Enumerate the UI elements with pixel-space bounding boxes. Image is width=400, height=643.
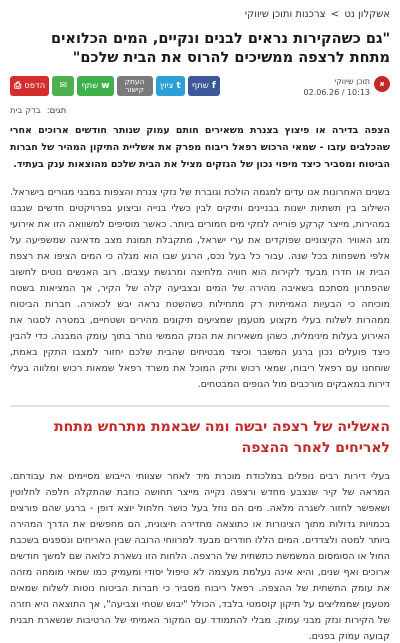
article-byline xyxy=(304,76,390,98)
email-icon: ✉ xyxy=(59,80,67,91)
section-divider xyxy=(10,405,390,407)
breadcrumb-item-category[interactable]: צרכנות ותוכן שיווקי xyxy=(244,9,326,20)
article-headline: "גם כשהקירות נראים לבנים ונקיים, המים הכלואים מתחת לרצפה ממשיכים להרוס את הבית שלכם" xyxy=(51,31,390,66)
source-logo-icon: א xyxy=(374,76,390,92)
article-meta-row xyxy=(10,76,390,98)
whatsapp-button-label: שתף xyxy=(81,80,99,91)
share-copy-link-button[interactable] xyxy=(117,76,153,96)
share-twitter-button[interactable] xyxy=(156,76,185,96)
share-email-button[interactable] xyxy=(52,76,74,96)
breadcrumb-separator: > xyxy=(330,9,340,20)
facebook-icon: f xyxy=(211,80,216,91)
print-button[interactable] xyxy=(10,76,49,96)
twitter-button-label: ציוץ xyxy=(159,80,174,91)
twitter-icon: t xyxy=(176,80,181,91)
article-source: תוכן שיווקי xyxy=(334,77,370,86)
print-button-label: הדפס xyxy=(24,80,46,91)
article-datetime: 10:13 / 02.06.26 xyxy=(303,88,370,97)
tags-label: תגים: xyxy=(46,106,67,116)
article-tags xyxy=(10,106,390,116)
print-icon: ⎙ xyxy=(14,80,22,91)
article-paragraph: בשנים האחרונות אנו עדים למגמה הולכת וגוברת של נזקי צנרת והצפות במבני מגורים בישראל. השילוב בין תשתיות ישנות בבניינים ותיקים לבין כשלי בנייה וביצוע בפרויקטים חדשים שנבנו במהירות, מייצר קרקע פורייה לנזקי מים חמורים ביותר. כאשר מוסיפים למשוואה הזו את אירועי מזג האוויר הקיצוניים שפוקדים את ערי ישראל, מתקבלת תמונת מצב מדאיגה שמשפיעה על אלפי משפחות בכל שנה. עבור כל בעל נכס, הרגע שבו הוא מגלה כי המים הציפו את רצפת הבית או חדרו מבעד לקירות הוא חוויה מלחיצה ומרגשת עצבים. רוב האנשים נוטים לחשוב שהפתרון מסתכם בשאיבה מהירה של המים ובצביעה קלה של הקיר, אך המציאות בשטח מוכיחה כי הבעיות האמיתיות רק מתחילות כשהשטח נראה יבש לכאורה. חברות הביטוח ממהרות לשלוח בעלי מקצוע מטעמן שמציעים תיקונים מהירים ושטחיים, במטרה לסגור את האירוע בעלות מינימלית, כשהן משאירות את הנזק הממשי נותר בתוך עומק המבנה. כדי להבין כיצד פועלים נכון ברגע המשבר וכיצד מבטיחים שהבית שלכם יחזור למצבו התקין באמת, שוחחנו עם רפאל ריבוח, שמאי רכוש ותיק המוכל את משרד רפאל שמאות רכוש ומלווה בעלי דירות במאבקים מורכבים מול הגופים המבטחים. xyxy=(10,187,390,390)
share-toolbar xyxy=(10,76,220,96)
article-lead: הצפה בדירה או פיצוץ בצנרת משאירים חותם עמוק שנותר חודשים ארוכים אחרי שהכלבים עזבו - שמאי הרכוש רפאל ריבוח מפרק את אשליית התיקון המהיר של חברות הביטוח ומסביר כיצד מיפוי נכון של הנזקים מציל את הבית שלכם מהוצאות ענק בעתיד. xyxy=(10,125,390,170)
facebook-button-label: שתף xyxy=(191,80,209,91)
copy-link-button-label: העתק קישור xyxy=(124,77,145,94)
share-whatsapp-button[interactable] xyxy=(77,76,113,96)
tag-link[interactable]: בדק בית xyxy=(10,106,41,116)
breadcrumb-item-site[interactable]: אשקלון נט xyxy=(344,9,390,20)
share-facebook-button[interactable] xyxy=(188,76,220,96)
article-subheading: האשליה של רצפה יבשה ומה שבאמת מתרחש מתחת לאריחים לאחר ההצפה xyxy=(54,419,390,456)
breadcrumb xyxy=(10,8,390,22)
article-paragraph: בעלי דירות רבים נופלים במלכודת מוכרת מיד לאחר שצוותי הייבוש מסיימים את עבודתם. המראה של קיר שנצבע מחדש ורצפה נקייה מייצר תחושה כוזבת שהתקלה חלפה לחלוטין ושאפשר לחזור לשגרה מלאה. מים הם נוזל בעל כושר חלחול יוצא דופן - ברגע שהם פורצים בכמויות גדולות מתוך הצינורות או כתוצאה מחדירה חיצונית, הם מחפשים את הדרך המהירה ביותר למטה ולצדדים. המים הללו חודרים מבעד למרווחי הרובה שבין האריחים ונספגים בשכבת החול או הסומסום המשמשת כתשתית של הרצפה. הלחות הזו נשארת כלואה שם למשך חודשים ארוכים ואף שנים, והיא אינה נעלמת מעצמה לא טיפול יסודי ומעמיק כמו שמאי מומחה מזהה את עומק התשתית של ההצפה. רפאל ריבוח מסביר כי חברות הביטוח נוטות לשלוח שמאים מטעמן שממליצים על תיקון קוסמטי בלבד, הכולל "יבוש שטחי וצביעה", אך התוצאה היא חזרה של הקירות ונזק מבני עמוק. מבלי להתמודד עם המקור האמיתי של הרטיבות שנשארת תבנית קבועה עמוק בפנים. xyxy=(10,471,390,642)
whatsapp-icon: w xyxy=(101,80,110,91)
